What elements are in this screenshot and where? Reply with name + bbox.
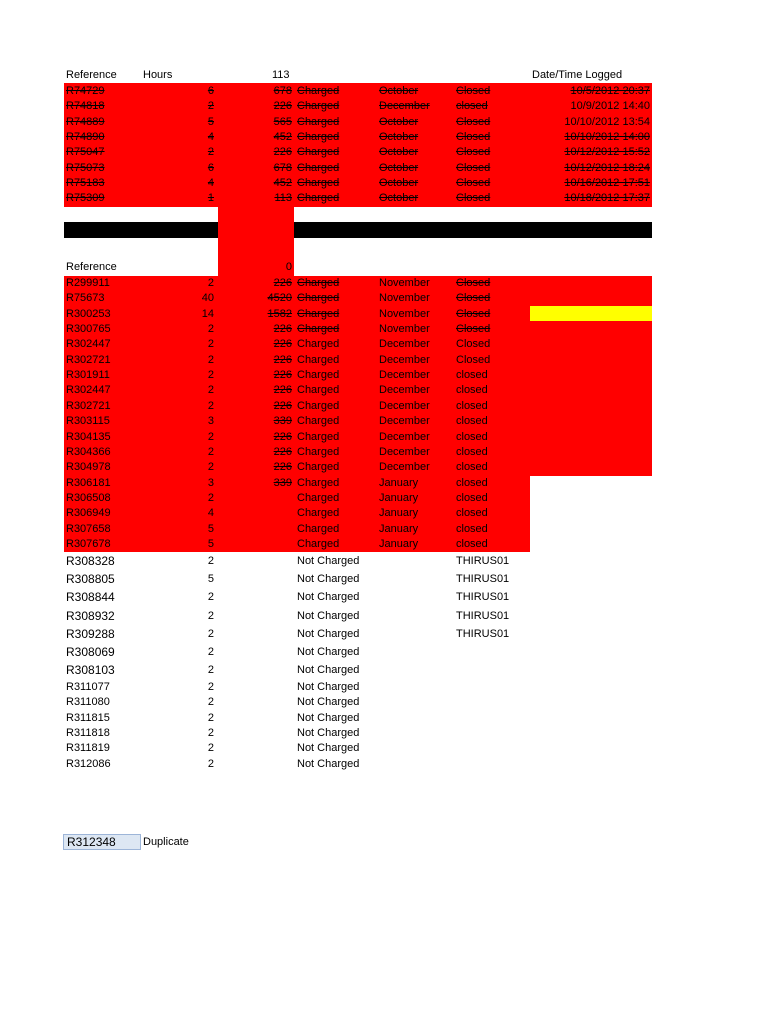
cell-logged: 10/9/2012 14:40 [570,100,650,113]
cell-reference: R302721 [66,353,111,366]
cell-reference: R311077 [66,681,110,693]
cell-hours: 14 [201,307,214,320]
cell-state: Closed [456,146,491,159]
cell-state: Closed [456,338,491,351]
cell-reference: R307678 [66,537,111,550]
cell-hours: 2 [207,727,214,739]
cell-month: October [379,131,419,144]
cell-status: Not Charged [297,573,360,585]
cell-hours: 2 [207,610,214,622]
cell-owner: THIRUS01 [456,555,510,567]
cell-hours: 1 [207,192,214,205]
cell-month: December [379,100,430,113]
cell-amount: 1582 [267,307,292,320]
yellow-highlight-cell [530,306,652,321]
cell-state: closed [456,461,488,474]
header-reference: Reference [66,69,117,81]
cell-logged: 10/10/2012 14:00 [564,131,650,144]
cell-reference: R302447 [66,384,111,397]
cell-month: December [379,445,430,458]
cell-status: Not Charged [297,591,360,603]
cell-reference: R75047 [66,146,105,159]
cell-hours: 2 [207,591,214,603]
cell-state: closed [456,537,488,550]
cell-month: January [379,476,419,489]
cell-reference: R75073 [66,161,105,174]
cell-hours: 5 [207,115,214,128]
cell-hours: 2 [207,491,214,504]
cell-reference: R312086 [66,758,111,770]
cell-state: Closed [456,161,491,174]
cell-reference: R308328 [66,554,115,568]
cell-status: Charged [297,100,340,113]
cell-hours: 4 [207,131,214,144]
cell-status: Charged [297,307,340,320]
cell-status: Not Charged [297,758,360,770]
cell-logged: 10/18/2012 17:37 [564,192,650,205]
cell-amount: 339 [273,476,292,489]
duplicate-reference-cell[interactable]: R312348 [63,834,141,850]
header-total: 113 [272,69,290,81]
cell-month: November [379,277,430,289]
cell-owner: THIRUS01 [456,573,510,585]
cell-reference: R311818 [66,727,110,739]
cell-state: closed [456,445,488,458]
cell-hours: 2 [207,696,214,708]
cell-status: Charged [297,85,340,97]
cell-month: January [379,537,419,550]
cell-status: Charged [297,338,340,351]
cell-logged: 10/5/2012 20:37 [570,85,650,97]
cell-amount: 226 [273,323,292,336]
cell-reference: R74729 [66,85,105,97]
cell-hours: 2 [207,664,214,676]
cell-status: Not Charged [297,712,360,724]
cell-reference: R301911 [66,369,110,382]
cell-status: Not Charged [297,681,360,693]
cell-month: December [379,461,430,474]
cell-status: Charged [297,353,340,366]
cell-reference: R308069 [66,645,115,659]
cell-reference: R307658 [66,522,111,535]
cell-status: Charged [297,177,340,190]
cell-status: Not Charged [297,610,360,622]
cell-amount: 113 [274,192,292,205]
cell-state: Closed [456,177,491,190]
cell-reference: R311815 [66,712,110,724]
cell-reference: R306949 [66,507,111,520]
cell-hours: 40 [201,292,214,305]
cell-hours: 2 [207,323,214,336]
cell-month: December [379,430,430,443]
cell-amount: 678 [273,161,292,174]
cell-reference: R308844 [66,590,115,604]
cell-hours: 6 [207,161,214,174]
cell-reference: R75309 [66,192,105,205]
cell-amount: 226 [273,399,292,412]
cell-hours: 2 [207,399,214,412]
cell-amount: 226 [273,146,292,159]
cell-hours: 4 [207,507,214,520]
cell-state: closed [456,507,488,520]
cell-hours: 2 [207,338,214,351]
cell-status: Charged [297,115,340,128]
cell-month: November [379,323,430,336]
cell-reference: R304978 [66,461,111,474]
cell-state: closed [456,522,488,535]
cell-state: closed [456,430,488,443]
cell-status: Charged [297,491,340,504]
cell-reference: R308805 [66,572,115,586]
cell-hours: 2 [207,758,214,770]
cell-amount: 452 [273,131,292,144]
cell-state: closed [456,384,488,397]
cell-hours: 2 [207,384,214,397]
cell-month: October [379,192,419,205]
cell-status: Charged [297,445,340,458]
cell-reference: R311080 [66,696,110,708]
cell-status: Charged [297,369,340,382]
cell-state: Closed [456,323,491,336]
cell-state: closed [456,491,488,504]
cell-logged: 10/12/2012 15:52 [564,146,650,159]
cell-month: December [379,399,430,412]
cell-hours: 2 [207,628,214,640]
cell-month: December [379,338,430,351]
cell-status: Not Charged [297,555,360,567]
cell-reference: R302721 [66,399,111,412]
cell-hours: 2 [207,445,214,458]
cell-amount [232,537,292,551]
cell-reference: R75183 [66,177,105,190]
cell-hours: 5 [207,537,214,550]
cell-month: December [379,353,430,366]
cell-status: Charged [297,292,340,305]
cell-status: Charged [297,399,340,412]
cell-hours: 2 [207,681,214,693]
cell-hours: 5 [207,573,214,585]
cell-hours: 2 [207,712,214,724]
cell-amount [232,491,292,505]
cell-owner: THIRUS01 [456,628,510,640]
cell-state: closed [456,399,488,412]
cell-status: Charged [297,507,340,520]
cell-status: Charged [297,192,340,205]
separator-bar [64,222,652,238]
cell-status: Charged [297,384,340,397]
header-hours: Hours [143,69,173,81]
cell-reference: R300253 [66,307,111,320]
cell-month: December [379,384,430,397]
cell-hours: 3 [207,415,214,428]
cell-status: Not Charged [297,742,360,754]
cell-amount: 226 [273,353,292,366]
cell-logged: 10/16/2012 17:51 [564,177,650,190]
cell-month: December [379,369,430,382]
cell-amount: 226 [273,384,292,397]
cell-hours: 2 [207,555,214,567]
cell-reference: R74890 [66,131,105,144]
cell-amount [232,522,292,536]
cell-month: December [379,415,430,428]
cell-month: October [379,146,419,159]
cell-status: Charged [297,415,340,428]
cell-owner: THIRUS01 [456,591,510,603]
cell-amount: 226 [273,430,292,443]
cell-month: October [379,161,419,174]
cell-reference: R306181 [66,476,111,489]
cell-month: October [379,85,419,97]
cell-status: Charged [297,161,340,174]
cell-state: Closed [456,307,491,320]
cell-reference: R299911 [66,277,110,289]
cell-hours: 2 [207,742,214,754]
cell-amount: 226 [273,369,292,382]
cell-hours: 6 [207,85,214,97]
cell-amount: 226 [273,100,292,113]
cell-reference: R304135 [66,430,111,443]
cell-state: Closed [456,353,491,366]
cell-reference: R74818 [66,100,105,113]
cell-reference: R308932 [66,609,115,623]
cell-month: January [379,522,419,535]
cell-status: Charged [297,430,340,443]
cell-hours: 4 [207,177,214,190]
cell-logged: 10/12/2012 18:24 [564,161,650,174]
cell-hours: 2 [207,277,214,289]
cell-state: closed [456,476,488,489]
cell-amount: 678 [273,85,292,97]
cell-month: October [379,177,419,190]
cell-owner: THIRUS01 [456,610,510,622]
cell-status: Charged [297,323,340,336]
cell-status: Not Charged [297,646,360,658]
cell-hours: 2 [207,353,214,366]
cell-status: Not Charged [297,628,360,640]
section2-header-reference: Reference [66,261,117,273]
cell-reference: R309288 [66,627,115,641]
cell-status: Charged [297,476,340,489]
cell-hours: 2 [207,430,214,443]
cell-amount: 226 [273,461,292,474]
cell-hours: 2 [207,461,214,474]
cell-reference: R302447 [66,338,111,351]
header-date-time-logged: Date/Time Logged [532,69,623,81]
cell-state: Closed [456,115,491,128]
cell-month: November [379,307,430,320]
cell-month: November [379,292,430,305]
cell-reference: R300765 [66,323,111,336]
cell-status: Charged [297,461,340,474]
cell-reference: R304366 [66,445,111,458]
cell-amount: 226 [273,445,292,458]
cell-month: October [379,115,419,128]
cell-logged: 10/10/2012 13:54 [564,115,650,128]
cell-status: Not Charged [297,696,360,708]
cell-amount: 226 [273,338,292,351]
cell-amount: 226 [273,277,292,289]
cell-amount [232,506,292,520]
cell-hours: 2 [207,369,214,382]
duplicate-note: Duplicate [143,836,189,848]
cell-state: Closed [456,292,491,305]
cell-state: closed [456,415,488,428]
cell-reference: R303115 [66,415,110,428]
cell-hours: 3 [207,476,214,489]
cell-amount: 565 [273,115,292,128]
cell-status: Charged [297,522,340,535]
cell-month: January [379,507,419,520]
cell-reference: R308103 [66,663,115,677]
cell-reference: R75673 [66,292,105,305]
cell-reference: R306508 [66,491,111,504]
section2-header-total: 0 [285,261,292,273]
cell-hours: 2 [207,100,214,113]
cell-state: Closed [456,277,491,289]
cell-amount: 339 [273,415,292,428]
cell-reference: R311819 [66,742,110,754]
cell-hours: 5 [207,522,214,535]
cell-status: Not Charged [297,664,360,676]
cell-month: January [379,491,419,504]
cell-hours: 2 [207,646,214,658]
cell-state: Closed [456,131,491,144]
cell-state: Closed [456,85,491,97]
cell-amount: 452 [273,177,292,190]
cell-state: closed [456,369,488,382]
cell-status: Not Charged [297,727,360,739]
cell-status: Charged [297,537,340,550]
cell-status: Charged [297,277,340,289]
cell-status: Charged [297,146,340,159]
cell-amount: 4520 [267,292,292,305]
cell-hours: 2 [207,146,214,159]
cell-state: Closed [456,192,491,205]
cell-status: Charged [297,131,340,144]
cell-state: closed [456,100,488,113]
cell-reference: R74889 [66,115,105,128]
